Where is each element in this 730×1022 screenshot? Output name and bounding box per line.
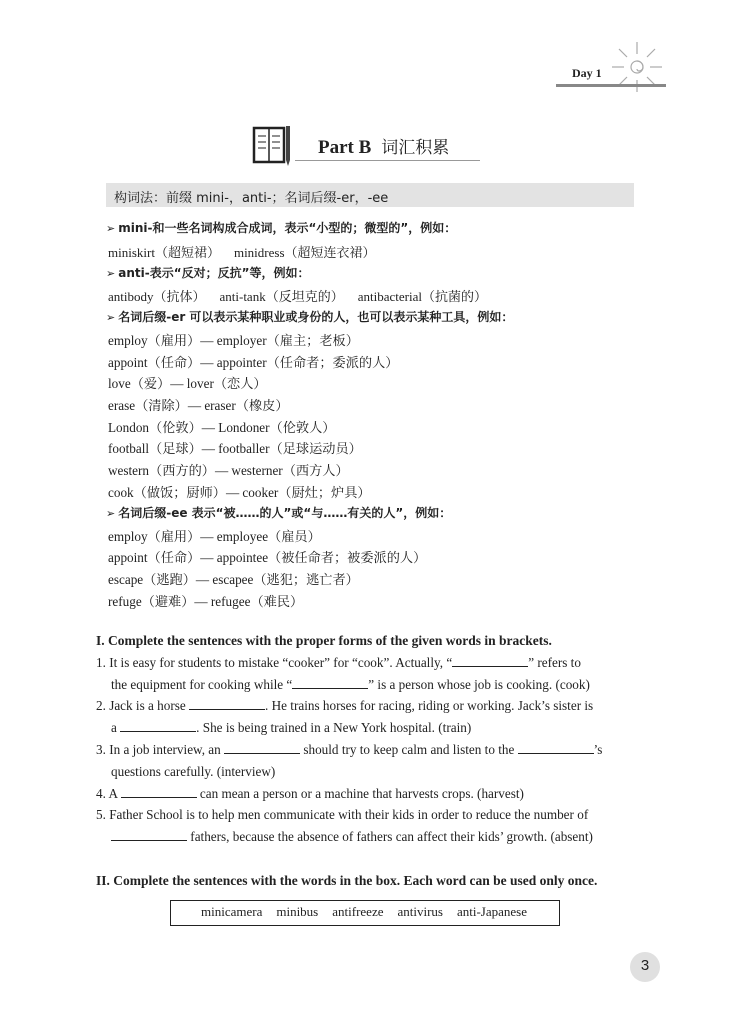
answer-blank[interactable] [120, 720, 196, 732]
example-line: escape（逃跑）— escapee（逃犯；逃亡者） [108, 572, 359, 587]
exercise-2-title: II. Complete the sentences with the words in the box. Each word can be used only once. [96, 873, 598, 888]
example-line: love（爱）— lover（恋人） [108, 376, 267, 391]
question-3-line-1: 3. In a job interview, an should try to keep calm and listen to the ’s [96, 742, 603, 757]
sun-decoration-icon [608, 38, 666, 96]
answer-blank[interactable] [292, 677, 368, 689]
example-line: appoint（任命）— appointee（被任命者；被委派的人） [108, 550, 427, 565]
day-label: Day 1 [572, 66, 602, 80]
exercise-1-title: I. Complete the sentences with the proper forms of the given words in brackets. [96, 633, 552, 648]
example-line: employ（雇用）— employer（雇主；老板） [108, 333, 359, 348]
bullet-mini: ➢ mini-和一些名词构成合成词，表示“小型的；微型的”，例如： [106, 221, 457, 235]
word-option: antifreeze [332, 904, 384, 919]
arrow-icon: ➢ [106, 223, 116, 235]
bullet-anti: ➢ anti-表示“反对；反抗”等，例如： [106, 266, 310, 280]
word-option: antivirus [397, 904, 443, 919]
example-line: football（足球）— footballer（足球运动员） [108, 441, 362, 456]
question-2-line-2: a . She is being trained in a New York hospital. (train) [111, 720, 472, 735]
example-line: cook（做饭；厨师）— cooker（厨灶；炉具） [108, 485, 371, 500]
example-line: employ（雇用）— employee（雇员） [108, 529, 321, 544]
answer-blank[interactable] [189, 698, 265, 710]
answer-blank[interactable] [111, 829, 187, 841]
title-rule [295, 160, 480, 161]
arrow-icon: ➢ [106, 312, 116, 324]
example-item: antibacterial（抗菌的） [357, 289, 487, 304]
bullet-er: ➢ 名词后缀-er 可以表示某种职业或身份的人，也可以表示某种工具，例如： [106, 310, 514, 324]
page-number: 3 [640, 957, 650, 974]
word-formation-text: 构词法：前缀 mini-，anti-；名词后缀-er，-ee [114, 191, 389, 206]
book-icon [250, 124, 294, 168]
word-box-words [170, 904, 558, 920]
example-line: western（西方的）— westerner（西方人） [108, 463, 349, 478]
question-3-line-2: questions carefully. (interview) [111, 764, 276, 779]
question-1-line-2: the equipment for cooking while “ ” is a person whose job is cooking. (cook) [111, 677, 590, 692]
arrow-icon: ➢ [106, 508, 116, 520]
example-line: appoint（任命）— appointer（任命者；委派的人） [108, 355, 399, 370]
question-5-line-1: 5. Father School is to help men communicate with their kids in order to reduce the number of [96, 807, 589, 822]
question-5-line-2: fathers, because the absence of fathers can affect their kids’ growth. (absent) [111, 829, 593, 845]
word-option: minicamera [200, 904, 263, 919]
example-item: miniskirt（超短裙） [108, 245, 220, 260]
example-item: anti-tank（反坦克的） [219, 289, 344, 304]
example-line: London（伦敦）— Londoner（伦敦人） [108, 420, 336, 435]
examples-anti [108, 286, 501, 305]
answer-blank[interactable] [518, 742, 594, 754]
question-1-line-1: 1. It is easy for students to mistake “cooker” for “cook”. Actually, “ ” refers to [96, 655, 581, 670]
bullet-ee: ➢ 名词后缀-ee 表示“被……的人”或“与……有关的人”，例如： [106, 506, 452, 520]
part-label: Part B [318, 137, 372, 158]
examples-mini [108, 242, 390, 261]
example-item: antibody（抗体） [108, 289, 206, 304]
part-title [318, 133, 449, 159]
answer-blank[interactable] [224, 742, 300, 754]
question-4: 4. A can mean a person or a machine that harvests crops. (harvest) [96, 786, 524, 801]
header-rule [556, 84, 666, 87]
example-line: refuge（避难）— refugee（难民） [108, 594, 304, 609]
part-title-cn: 词汇积累 [381, 138, 450, 158]
example-item: minidress（超短连衣裙） [233, 245, 376, 260]
answer-blank[interactable] [452, 655, 528, 667]
word-option: anti-Japanese [456, 904, 528, 919]
question-2-line-1: 2. Jack is a horse . He trains horses for racing, riding or working. Jack’s sister is [96, 698, 594, 713]
word-option: minibus [276, 904, 319, 919]
example-line: erase（清除）— eraser（橡皮） [108, 398, 289, 413]
arrow-icon: ➢ [106, 268, 116, 280]
answer-blank[interactable] [121, 786, 197, 798]
